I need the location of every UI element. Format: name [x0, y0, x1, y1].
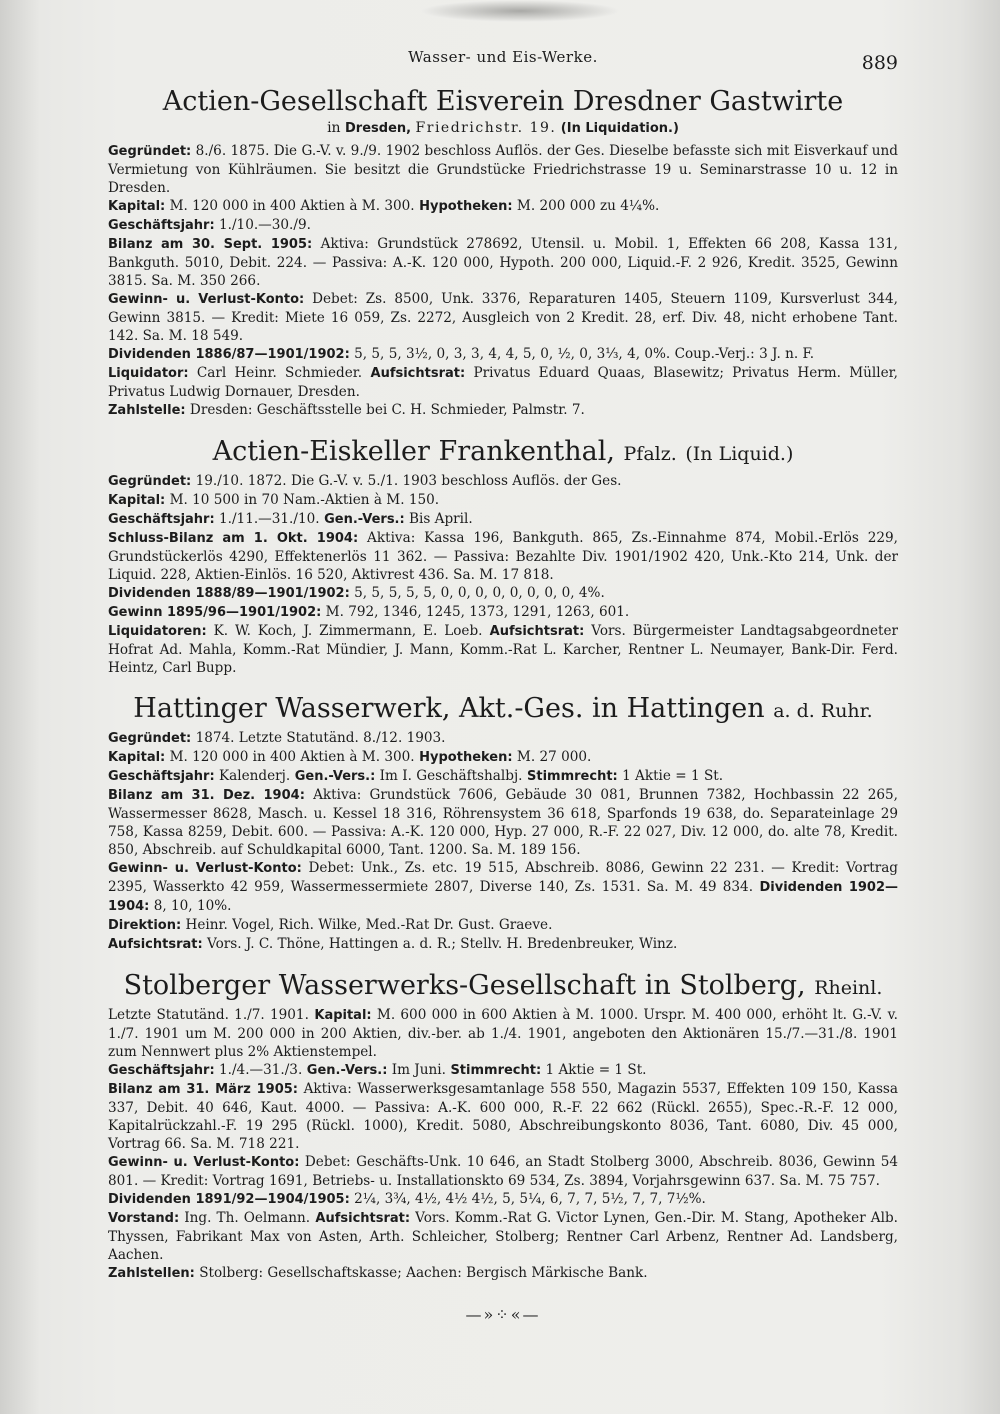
entry-paragraph: Geschäftsjahr: 1./4.—31./3. Gen.-Vers.: Im Juni. Stimmrecht: 1 Aktie = 1 St.	[108, 1062, 647, 1078]
entry-paragraph: Kapital: M. 10 500 in 70 Nam.-Aktien à M. 150.	[108, 492, 440, 508]
entry-title: Actien-Eiskeller Frankenthal, Pfalz. (In Liquid.)	[212, 436, 794, 467]
entry-paragraph: Bilanz am 31. März 1905: Aktiva: Wasserwerksgesamtanlage 558 550, Magazin 5537, Effekten 109 150, Kassa 337, Debit. 40 646, Kaut. 4000. — Passiva: A.-K. 600 000, R.-F. 22 662 (Rückl. 2655), Spec.-R.-F. 12 000, Kapitalrückzahl.-F. 19 295 (Rückl. 1000), Kredit. 5080, Abschreibungskonto 8036, Tant. 6080, Div. 45 000, Vortrag 66. Sa. M. 718 221.	[108, 1081, 898, 1152]
entry-eiskeller-frankenthal	[108, 436, 898, 677]
entry-paragraph: Vorstand: Ing. Th. Oelmann. Aufsichtsrat: Vors. Komm.-Rat G. Victor Lynen, Gen.-Dir. M. Stang, Apotheker Alb. Thyssen, Fabrikant Max von Asten, Arth. Schleicher, Stolberg; Rentner Carl Arbenz, Rentner Ad. Landsberg, Aachen.	[108, 1210, 898, 1263]
subtitle-status: (In Liquidation.)	[560, 121, 679, 136]
entry-paragraph: Aufsichtsrat: Vors. J. C. Thöne, Hattingen a. d. R.; Stellv. H. Bredenbreuker, Winz.	[108, 936, 678, 952]
entry-paragraph: Kapital: M. 120 000 in 400 Aktien à M. 300. Hypotheken: M. 27 000.	[108, 749, 592, 765]
running-head-title: Wasser- und Eis-Werke.	[408, 48, 598, 66]
entry-paragraph: Dividenden 1888/89—1901/1902: 5, 5, 5, 5, 5, 0, 0, 0, 0, 0, 0, 0, 0, 4%.	[108, 585, 605, 601]
entry-paragraph: Gegründet: 1874. Letzte Statutänd. 8./12. 1903.	[108, 730, 446, 746]
page-content	[108, 48, 898, 1324]
entry-paragraph: Zahlstelle: Dresden: Geschäftsstelle bei C. H. Schmieder, Palmstr. 7.	[108, 402, 585, 418]
entry-paragraph: Liquidatoren: K. W. Koch, J. Zimmermann, E. Loeb. Aufsichtsrat: Vors. Bürgermeister Landtagsabgeordneter Hofrat Ad. Mahla, Komm.-Rat Mündier, J. Mann, Komm.-Rat L. Karcher, Rentner L. Neumayer, Bank-Dir. Ferd. Heintz, Carl Bupp.	[108, 623, 899, 676]
subtitle-address: Friedrichstr. 19.	[415, 120, 557, 136]
entry-title: Actien-Gesellschaft Eisverein Dresdner Gastwirte	[162, 86, 844, 117]
entry-paragraph: Bilanz am 30. Sept. 1905: Aktiva: Grundstück 278692, Utensil. u. Mobil. 1, Effekten 66 208, Kassa 131, Bankguth. 5010, Debit. 224. — Passiva: A.-K. 120 000, Hypoth. 200 000, Liquid.-F. 2 926, Kredit. 3525, Gewinn 3815. Sa. M. 350 266.	[108, 236, 899, 289]
entry-eisverein-dresden	[108, 86, 898, 420]
entry-paragraph: Dividenden 1886/87—1901/1902: 5, 5, 5, 3½, 0, 3, 3, 4, 4, 5, 0, ½, 0, 3⅓, 4, 0%. Coup.-Verj.: 3 J. n. F.	[108, 346, 815, 362]
entry-paragraph: Gegründet: 8./6. 1875. Die G.-V. v. 9./9. 1902 beschloss Auflös. der Ges. Dieselbe befasste sich mit Eisverkauf und Vermietung von Kühlräumen. Sie besitzt die Grundstücke Friedrichstrasse 19 u. Seminarstrasse 10 u. 12 in Dresden.	[108, 143, 898, 196]
entry-title: Stolberger Wasserwerks-Gesellschaft in Stolberg, Rheinl.	[123, 970, 883, 1001]
entry-paragraph: Schluss-Bilanz am 1. Okt. 1904: Aktiva: Kassa 196, Bankguth. 865, Zs.-Einnahme 874, Mobil.-Erlös 229, Grundstückerlös 4290, Effektenerlös 11 362. — Passiva: Bezahlte Div. 1901/1902 420, Unk.-Kto 214, Unk. der Liquid. 228, Aktien-Einlös. 16 520, Aktivrest 436. Sa. M. 17 818.	[108, 530, 898, 583]
scan-smudge	[420, 0, 620, 22]
entry-paragraph: Dividenden 1891/92—1904/1905: 2¼, 3¾, 4½, 4½ 4½, 5, 5¼, 6, 7, 7, 5½, 7, 7, 7½%.	[108, 1191, 706, 1207]
entry-paragraph: Gewinn 1895/96—1901/1902: M. 792, 1346, 1245, 1373, 1291, 1263, 601.	[108, 604, 630, 620]
entry-paragraph: Gegründet: 19./10. 1872. Die G.-V. v. 5./1. 1903 beschloss Auflös. der Ges.	[108, 473, 622, 489]
end-ornament: —»⁘«—	[465, 1305, 541, 1324]
entry-paragraph: Geschäftsjahr: 1./10.—30./9.	[108, 217, 311, 233]
entry-paragraph: Kapital: M. 120 000 in 400 Aktien à M. 300. Hypotheken: M. 200 000 zu 4¼%.	[108, 198, 660, 214]
subtitle-city: Dresden,	[345, 121, 412, 136]
entry-paragraph: Zahlstellen: Stolberg: Gesellschaftskasse; Aachen: Bergisch Märkische Bank.	[108, 1265, 648, 1281]
entry-stolberger-wasserwerk	[108, 970, 898, 1283]
entry-paragraph: Geschäftsjahr: 1./11.—31./10. Gen.-Vers.: Bis April.	[108, 511, 473, 527]
entry-paragraph: Direktion: Heinr. Vogel, Rich. Wilke, Med.-Rat Dr. Gust. Graeve.	[108, 917, 553, 933]
entry-subtitle: in Dresden, Friedrichstr. 19. (In Liquidation.)	[327, 120, 679, 136]
entry-paragraph: Gewinn- u. Verlust-Konto: Debet: Zs. 8500, Unk. 3376, Reparaturen 1405, Steuern 1109, Kursverlust 344, Gewinn 3815. — Kredit: Miete 16 059, Zs. 2272, Ausgleich von 2 Kredit. 28, erf. Div. 48, nicht erhobene Tant. 142. Sa. M. 18 549.	[108, 291, 898, 344]
entry-title: Hattinger Wasserwerk, Akt.-Ges. in Hattingen a. d. Ruhr.	[133, 693, 873, 724]
entry-paragraph: Letzte Statutänd. 1./7. 1901. Kapital: M. 600 000 in 600 Aktien à M. 1000. Urspr. M. 400 000, erhöht lt. G.-V. v. 1./7. 1901 um M. 200 000 in 200 Aktien, div.-ber. ab 1./4. 1901, angeboten den Aktionären 15./7.—31./8. 1901 zum Nennwert plus 2% Aktienstempel.	[108, 1007, 898, 1060]
entry-hattinger-wasserwerk	[108, 693, 898, 954]
entry-paragraph: Gewinn- u. Verlust-Konto: Debet: Unk., Zs. etc. 19 515, Abschreib. 8086, Gewinn 22 231. — Kredit: Vortrag 2395, Wasserkto 42 959, Wassermessermiete 2807, Diverse 140, Zs. 1531. Sa. M. 49 834. Dividenden 1902—1904: 8, 10, 10%.	[108, 860, 899, 914]
entry-paragraph: Geschäftsjahr: Kalenderj. Gen.-Vers.: Im I. Geschäftshalbj. Stimmrecht: 1 Aktie = 1 St.	[108, 768, 724, 784]
entry-paragraph: Liquidator: Carl Heinr. Schmieder. Aufsichtsrat: Privatus Eduard Quaas, Blasewitz; Privatus Herm. Müller, Privatus Ludwig Dornauer, Dresden.	[108, 365, 898, 400]
entry-paragraph: Gewinn- u. Verlust-Konto: Debet: Geschäfts-Unk. 10 646, an Stadt Stolberg 3000, Abschreib. 8036, Gewinn 54 801. — Kredit: Vortrag 1691, Betriebs- u. Installationskto 69 534, Zs. 3894, Vorjahrsgewinn 637. Sa. M. 75 757.	[108, 1154, 898, 1189]
entry-paragraph: Bilanz am 31. Dez. 1904: Aktiva: Grundstück 7606, Gebäude 30 081, Brunnen 7382, Hochbassin 22 265, Wassermesser 8628, Masch. u. Kessel 18 316, Röhrensystem 36 618, Sparfonds 19 638, do. Separateinlage 29 758, Kassa 8259, Debit. 600. — Passiva: A.-K. 120 000, Hyp. 27 000, R.-F. 22 027, Div. 12 000, do. alte 78, Kredit. 850, Abschreib. auf Schuldkapital 6000, Tant. 1200. Sa. M. 189 156.	[108, 787, 899, 858]
page-number: 889	[861, 52, 898, 74]
running-head	[108, 48, 898, 80]
